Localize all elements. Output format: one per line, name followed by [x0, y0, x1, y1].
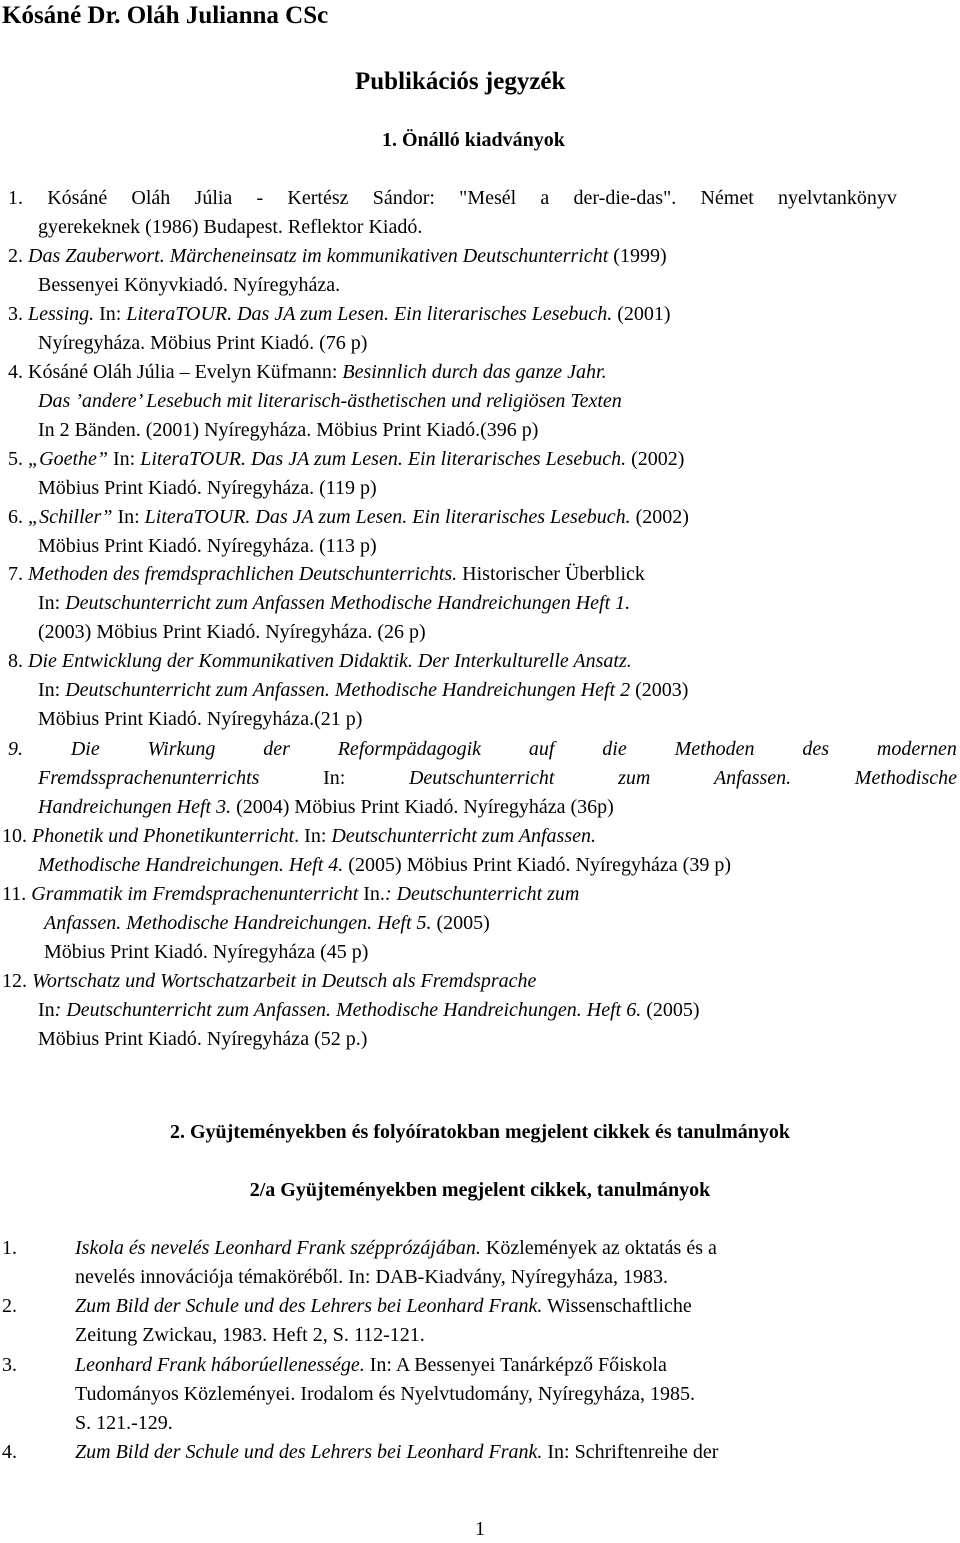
text-segment: Közlemények az oktatás és a — [480, 1237, 717, 1259]
publication-line — [38, 766, 957, 790]
publication-line — [38, 998, 700, 1022]
word: 9. — [8, 738, 23, 760]
text-segment: In. — [358, 883, 385, 905]
text-segment: In: A Bessenyei Tanárképző Főiskola — [364, 1354, 667, 1376]
word: nyelvtankönyv — [778, 187, 897, 209]
text-segment: 2. — [8, 245, 28, 267]
word: der-die-das". — [573, 187, 677, 209]
item-number: 4. — [2, 1441, 17, 1463]
publication-line — [44, 940, 368, 964]
text-segment: In: — [38, 679, 66, 701]
word: Német — [700, 187, 754, 209]
text-segment: Tudományos Közleményei. Irodalom és Nyelvtudomány, Nyíregyháza, 1985. — [75, 1383, 696, 1405]
text-segment: Lessing. — [28, 303, 95, 325]
publication-line — [38, 795, 614, 819]
text-segment: 4. Kósáné Oláh Júlia – Evelyn Küfmann: — [8, 361, 343, 383]
text-segment: Besinnlich durch das ganze Jahr. — [342, 361, 607, 383]
text-segment: Zum Bild der Schule und des Lehrers bei Leonhard Frank. — [75, 1295, 543, 1317]
page-title: Publikációs jegyzék — [355, 68, 566, 95]
text-segment: Möbius Print Kiadó. Nyíregyháza. (113 p) — [38, 535, 377, 557]
publication-line — [8, 505, 689, 529]
publication-line — [38, 389, 622, 413]
text-segment: (1999) — [608, 245, 667, 267]
text-segment: (2002) — [626, 448, 685, 470]
text-segment: 6. — [8, 506, 28, 528]
text-segment: (2005) Möbius Print Kiadó. Nyíregyháza (39 p) — [343, 854, 732, 876]
publication-line — [2, 824, 596, 848]
word: zum — [618, 767, 651, 789]
publication-line — [8, 360, 607, 384]
publication-line — [8, 244, 667, 268]
publication-line — [8, 562, 645, 586]
text-segment: 10. — [2, 825, 32, 847]
publication-line — [38, 273, 340, 297]
text-segment: Bessenyei Könyvkiadó. Nyíregyháza. — [38, 274, 341, 296]
word: Wirkung — [147, 738, 216, 760]
publication-line — [75, 1382, 695, 1406]
text-segment: (2002) — [630, 506, 689, 528]
text-segment: Wortschatz und Wortschatzarbeit in Deutsch als Fremdsprache — [32, 970, 537, 992]
publication-line — [75, 1236, 717, 1260]
text-segment: Das ’andere’ Lesebuch mit literarisch-ästhetischen und religiösen Texten — [38, 390, 622, 412]
page-number: 1 — [475, 1518, 485, 1540]
text-segment: Möbius Print Kiadó. Nyíregyháza (45 p) — [44, 941, 369, 963]
publication-line — [38, 476, 377, 500]
publication-line — [8, 447, 684, 471]
author-name: Kósáné Dr. Oláh Julianna CSc — [2, 2, 329, 29]
publication-line — [75, 1411, 173, 1435]
word: Methoden — [674, 738, 755, 760]
text-segment: 12. — [2, 970, 32, 992]
publication-line — [75, 1353, 667, 1377]
word: Júlia — [194, 187, 233, 209]
publication-line — [8, 186, 897, 210]
word: Deutschunterricht — [408, 767, 555, 789]
text-segment: Nyíregyháza. Möbius Print Kiadó. (76 p) — [38, 332, 368, 354]
item-number: 2. — [2, 1295, 17, 1317]
publication-line — [38, 534, 377, 558]
word: In: — [323, 767, 346, 789]
text-segment: 8. — [8, 650, 28, 672]
text-segment: Handreichungen Heft 3. — [38, 796, 232, 818]
word: - — [256, 187, 264, 209]
text-segment: (2003) — [630, 679, 689, 701]
word: a — [540, 187, 550, 209]
text-segment: : Deutschunterricht zum Anfassen. Methodische Handreichungen. Heft 6. — [54, 999, 642, 1021]
text-segment: Leonhard Frank háborúellenessége. — [75, 1354, 365, 1376]
section-2-heading: 2. Gyüjteményekben és folyóíratokban megjelent cikkek és tanulmányok — [170, 1121, 790, 1143]
text-segment: In: — [108, 448, 141, 470]
text-segment: LiteraTOUR. Das JA zum Lesen. Ein literarisches Lesebuch. — [126, 303, 613, 325]
text-segment: In 2 Bänden. (2001) Nyíregyháza. Möbius Print Kiadó.(396 p) — [38, 419, 539, 441]
word: Oláh — [131, 187, 171, 209]
publication-line — [8, 737, 957, 761]
word: die — [602, 738, 627, 760]
text-segment: LiteraTOUR. Das JA zum Lesen. Ein literarisches Lesebuch. — [144, 506, 631, 528]
publication-line — [38, 707, 362, 731]
text-segment: Zeitung Zwickau, 1983. Heft 2, S. 112-121. — [75, 1324, 425, 1346]
publication-line — [38, 591, 630, 615]
text-segment: . In: — [294, 825, 332, 847]
text-segment: In: Schriftenreihe der — [542, 1441, 719, 1463]
publication-line — [2, 969, 536, 993]
text-segment: Die Entwicklung der Kommunikativen Didaktik. Der Interkulturelle Ansatz. — [28, 650, 632, 672]
word: Kósáné — [47, 187, 108, 209]
text-segment: : Deutschunterricht zum — [384, 883, 580, 905]
word: Sándor: — [372, 187, 435, 209]
text-segment: (2001) — [612, 303, 671, 325]
text-segment: Deutschunterricht zum Anfassen Methodische Handreichungen Heft 1. — [65, 592, 631, 614]
publication-line — [8, 649, 632, 673]
item-number: 3. — [2, 1354, 17, 1376]
text-segment: 11. — [2, 883, 32, 905]
publication-line — [75, 1323, 425, 1347]
text-segment: (2005) — [641, 999, 700, 1021]
word: der — [263, 738, 290, 760]
text-segment: Grammatik im Fremdsprachenunterricht — [31, 883, 359, 905]
text-segment: Möbius Print Kiadó. Nyíregyháza.(21 p) — [38, 708, 363, 730]
word: Die — [70, 738, 100, 760]
text-segment: Anfassen. Methodische Handreichungen. Heft 5. — [44, 912, 432, 934]
text-segment: Möbius Print Kiadó. Nyíregyháza (52 p.) — [38, 1028, 368, 1050]
text-segment: In — [38, 999, 55, 1021]
text-segment: Deutschunterricht zum Anfassen. — [331, 825, 596, 847]
word: Anfassen. — [713, 767, 792, 789]
text-segment: Phonetik und Phonetikunterricht — [32, 825, 295, 847]
text-segment: (2005) — [431, 912, 490, 934]
publication-line — [38, 853, 731, 877]
word: des — [802, 738, 830, 760]
publication-line — [75, 1294, 692, 1318]
text-segment: (2003) Möbius Print Kiadó. Nyíregyháza. (26 p) — [38, 621, 426, 643]
publication-line — [38, 331, 367, 355]
text-segment: gyerekeknek (1986) Budapest. Reflektor Kiadó. — [38, 216, 423, 238]
section-1-heading: 1. Önálló kiadványok — [382, 129, 565, 151]
publication-line — [38, 418, 538, 442]
word: Fremdssprachenunterrichts — [38, 767, 260, 789]
text-segment: In: — [94, 303, 127, 325]
word: Methodische — [854, 767, 957, 789]
text-segment: „Schiller” — [28, 506, 113, 528]
publication-line — [38, 215, 422, 239]
text-segment: In: — [112, 506, 145, 528]
text-segment: Methoden des fremdsprachlichen Deutschunterrichts. — [28, 563, 458, 585]
text-segment: Methodische Handreichungen. Heft 4. — [38, 854, 344, 876]
text-segment: Zum Bild der Schule und des Lehrers bei Leonhard Frank. — [75, 1441, 543, 1463]
text-segment: Deutschunterricht zum Anfassen. Methodische Handreichungen Heft 2 — [65, 679, 631, 701]
word: 1. — [8, 187, 23, 209]
text-segment: „Goethe” — [28, 448, 108, 470]
word: auf — [528, 738, 555, 760]
publication-line — [75, 1265, 668, 1289]
item-number: 1. — [2, 1237, 17, 1259]
text-segment: 3. — [8, 303, 28, 325]
text-segment: 5. — [8, 448, 28, 470]
publication-line — [8, 302, 671, 326]
text-segment: Das Zauberwort. Märcheneinsatz im kommunikativen Deutschunterricht — [28, 245, 609, 267]
word: Kertész — [287, 187, 349, 209]
section-2a-subheading: 2/a Gyüjteményekben megjelent cikkek, tanulmányok — [249, 1179, 711, 1201]
text-segment: LiteraTOUR. Das JA zum Lesen. Ein literarisches Lesebuch. — [140, 448, 627, 470]
publication-line — [2, 882, 579, 906]
publication-line — [75, 1440, 718, 1464]
word: modernen — [876, 738, 957, 760]
text-segment: Möbius Print Kiadó. Nyíregyháza. (119 p) — [38, 477, 377, 499]
text-segment: (2004) Möbius Print Kiadó. Nyíregyháza (36p) — [231, 796, 614, 818]
publication-line — [38, 678, 688, 702]
word: Reformpädagogik — [337, 738, 482, 760]
publication-line — [38, 620, 426, 644]
text-segment: 7. — [8, 563, 28, 585]
publication-line — [44, 911, 490, 935]
publication-line — [38, 1027, 367, 1051]
text-segment: nevelés innovációja témaköréből. In: DAB-Kiadvány, Nyíregyháza, 1983. — [75, 1266, 668, 1288]
text-segment: Wissenschaftliche — [542, 1295, 692, 1317]
word: "Mesél — [459, 187, 517, 209]
text-segment: S. 121.-129. — [75, 1412, 173, 1434]
text-segment: In: — [38, 592, 66, 614]
text-segment: Historischer Überblick — [457, 563, 645, 585]
text-segment: Iskola és nevelés Leonhard Frank szépprózájában. — [75, 1237, 481, 1259]
